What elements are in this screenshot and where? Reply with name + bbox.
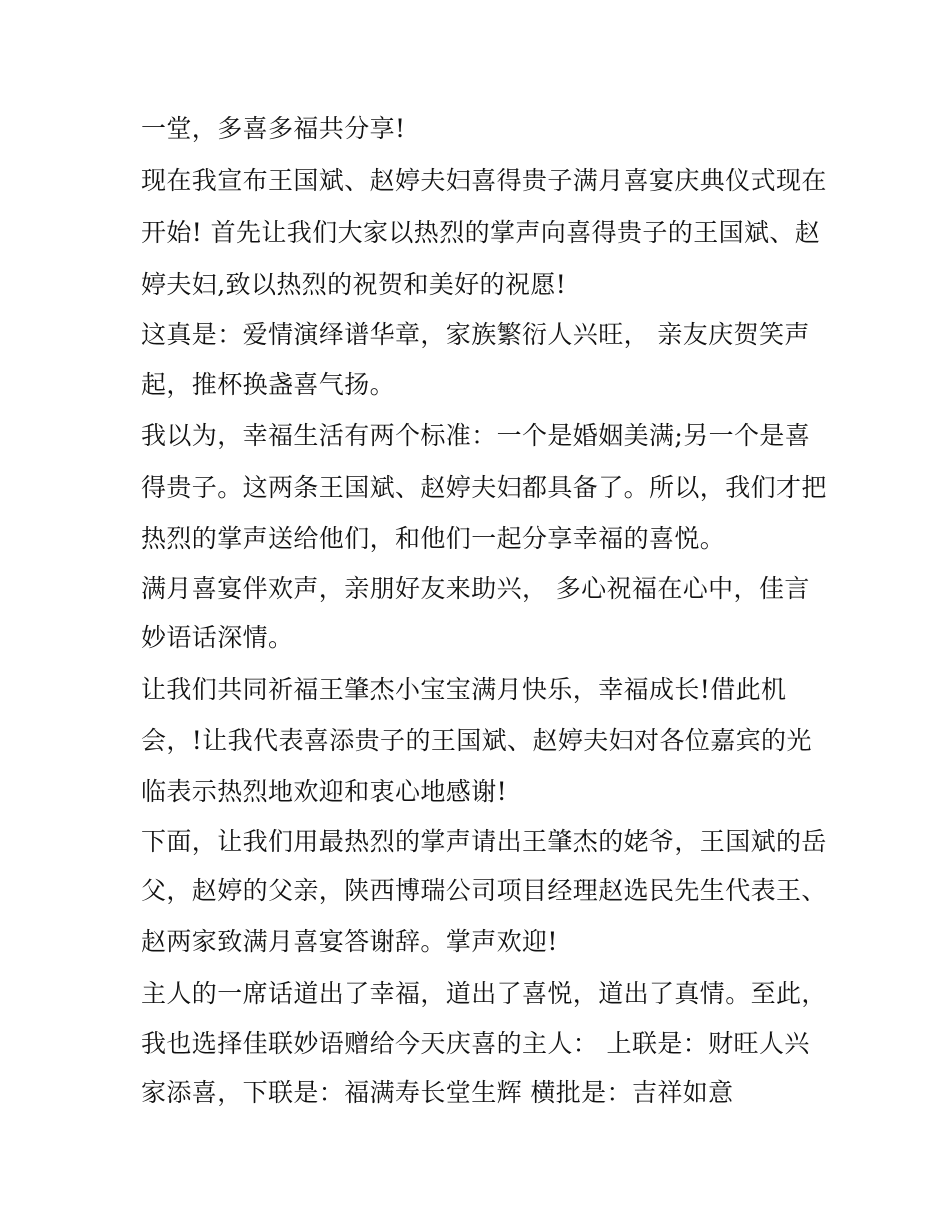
text-line: 临表示热烈地欢迎和衷心地感谢! bbox=[141, 777, 508, 806]
text-line: 开始! 首先让我们大家以热烈的掌声向喜得贵子的王国斌、赵 bbox=[141, 218, 821, 247]
text-line: 让我们共同祈福王肇杰小宝宝满月快乐，幸福成长!借此机 bbox=[141, 675, 787, 704]
text-line: 会，!让我代表喜添贵子的王国斌、赵婷夫妇对各位嘉宾的光 bbox=[141, 726, 812, 755]
text-line: 主人的一席话道出了幸福，道出了喜悦，道出了真情。至此， bbox=[141, 979, 827, 1008]
text-line: 起，推杯换盏喜气扬。 bbox=[141, 370, 396, 399]
text-line: 这真是：爱情演绎谱华章，家族繁衍人兴旺， 亲友庆贺笑声 bbox=[141, 320, 810, 349]
text-line: 一堂，多喜多福共分享! bbox=[141, 114, 406, 143]
text-line: 热烈的掌声送给他们，和他们一起分享幸福的喜悦。 bbox=[141, 524, 726, 553]
text-line: 妙语话深情。 bbox=[141, 623, 294, 652]
text-line: 我也选择佳联妙语赠给今天庆喜的主人： 上联是：财旺人兴 bbox=[141, 1029, 810, 1058]
text-line: 得贵子。这两条王国斌、赵婷夫妇都具备了。所以，我们才把 bbox=[141, 473, 827, 502]
text-line: 婷夫妇,致以热烈的祝贺和美好的祝愿! bbox=[141, 270, 567, 299]
text-line: 父，赵婷的父亲，陕西博瑞公司项目经理赵选民先生代表王、 bbox=[141, 876, 827, 905]
text-line: 家添喜，下联是：福满寿长堂生辉 横批是：吉祥如意 bbox=[141, 1078, 734, 1107]
text-line: 满月喜宴伴欢声，亲朋好友来助兴， 多心祝福在心中，佳言 bbox=[141, 574, 810, 603]
text-line: 我以为，幸福生活有两个标准：一个是婚姻美满;另一个是喜 bbox=[141, 421, 811, 450]
text-line: 现在我宣布王国斌、赵婷夫妇喜得贵子满月喜宴庆典仪式现在 bbox=[141, 166, 827, 195]
text-line: 下面，让我们用最热烈的掌声请出王肇杰的姥爷，王国斌的岳 bbox=[141, 827, 827, 856]
text-line: 赵两家致满月喜宴答谢辞。掌声欢迎! bbox=[141, 927, 558, 956]
